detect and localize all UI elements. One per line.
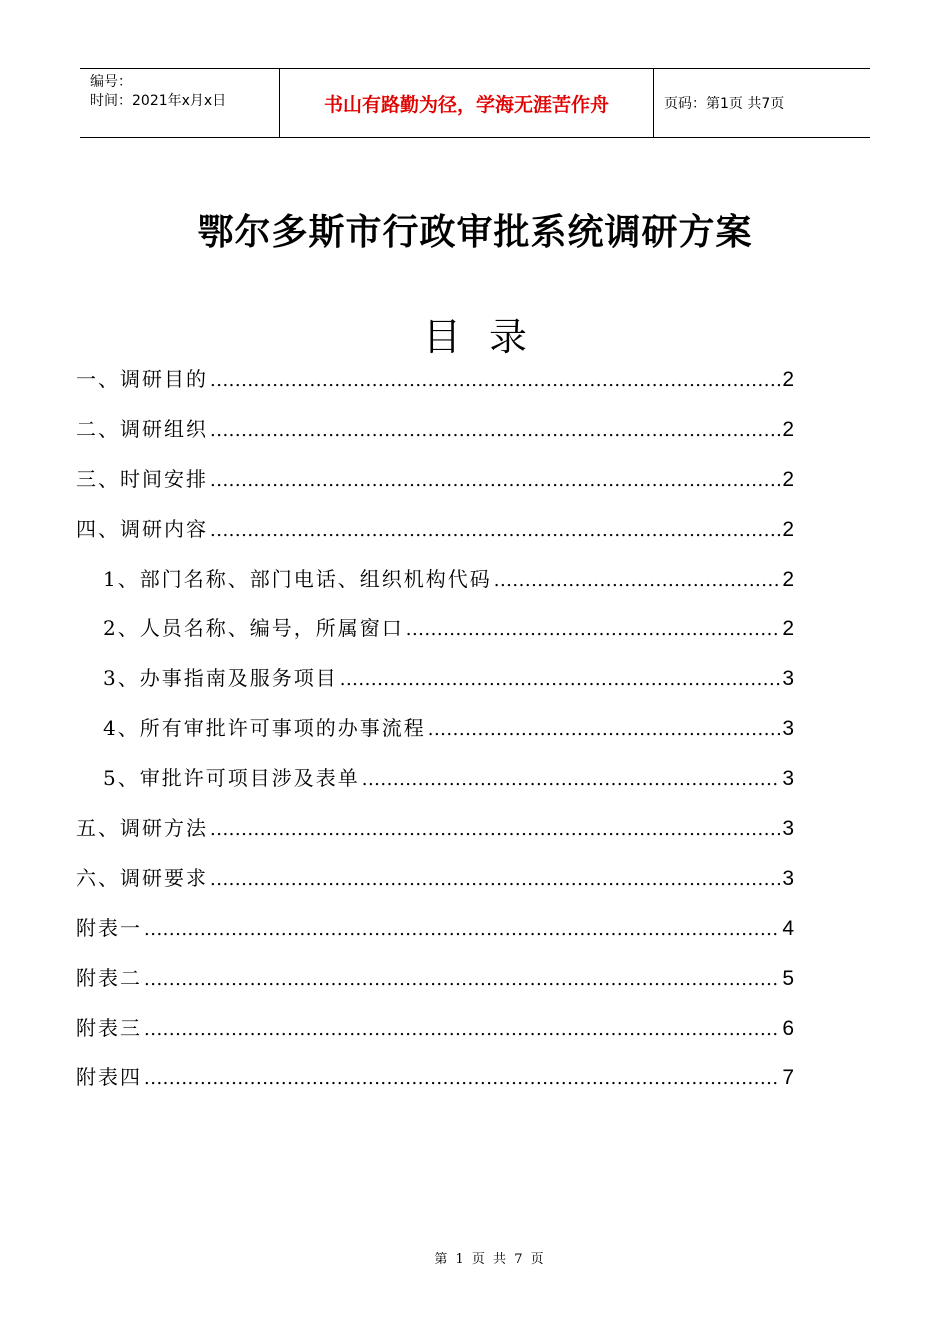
toc-entry[interactable] xyxy=(76,912,794,962)
toc-subentry[interactable] xyxy=(76,762,794,812)
toc-entry-label: 四、调研内容 xyxy=(76,516,208,541)
toc-entry-label: 附表四 xyxy=(76,1065,142,1090)
toc-leader-dots xyxy=(210,520,780,541)
toc-entry-page: 7 xyxy=(782,1066,794,1090)
toc-entry[interactable] xyxy=(76,413,794,463)
toc-entry-label: 六、调研要求 xyxy=(76,865,208,890)
toc-entry-page: 2 xyxy=(782,567,794,591)
toc-subentry[interactable] xyxy=(76,612,794,662)
toc-entry-label: 5、审批许可项目涉及表单 xyxy=(103,766,360,791)
time-label: 时间：2021年x月x日 xyxy=(90,93,227,109)
toc-entry-label: 4、所有审批许可事项的办事流程 xyxy=(103,716,426,741)
document-title: 鄂尔多斯市行政审批系统调研方案 xyxy=(197,212,753,253)
toc-subentry[interactable] xyxy=(76,563,794,613)
toc-entry-page: 4 xyxy=(782,916,794,940)
toc-entry-label: 三、时间安排 xyxy=(76,466,208,491)
toc-entry-page: 3 xyxy=(782,817,794,841)
toc-leader-dots xyxy=(144,969,780,990)
number-label: 编号： xyxy=(90,74,132,90)
toc-entry-page: 2 xyxy=(782,517,794,541)
toc-entry-page: 2 xyxy=(782,368,794,391)
toc-title: 目录 xyxy=(422,315,555,359)
toc-entry-label: 3、办事指南及服务项目 xyxy=(103,666,338,691)
header-motto: 书山有路勤为径，学海无涯苦作舟 xyxy=(280,69,654,137)
toc-entry-label: 五、调研方法 xyxy=(76,816,208,841)
toc-leader-dots xyxy=(210,370,780,391)
toc-entry-label: 二、调研组织 xyxy=(76,416,208,441)
toc-entry-page: 3 xyxy=(782,767,794,791)
toc-entry-label: 附表二 xyxy=(76,965,142,990)
toc-leader-dots xyxy=(210,470,780,491)
page-footer: 第 1 页 共 7 页 xyxy=(434,1252,546,1267)
toc-leader-dots xyxy=(210,869,780,890)
toc-entry[interactable] xyxy=(76,463,794,513)
toc-entry-page: 3 xyxy=(782,667,794,691)
toc-entry[interactable] xyxy=(76,513,794,563)
toc-leader-dots xyxy=(340,669,781,690)
toc-entry[interactable] xyxy=(76,363,794,413)
toc-entry-page: 5 xyxy=(782,966,794,990)
toc-leader-dots xyxy=(144,1068,780,1089)
toc-entry-label: 附表三 xyxy=(76,1015,142,1040)
toc-leader-dots xyxy=(406,619,781,640)
toc-entry[interactable] xyxy=(76,862,794,912)
toc-entry-page: 6 xyxy=(782,1016,794,1040)
header-page-info: 页码：第1页 共7页 xyxy=(664,96,785,112)
toc-entry-label: 2、人员名称、编号，所属窗口 xyxy=(103,616,404,641)
toc-entry-label: 一、调研目的 xyxy=(76,367,208,391)
toc-subentry[interactable] xyxy=(76,712,794,762)
toc-entry-page: 3 xyxy=(782,717,794,741)
toc-subentry[interactable] xyxy=(76,662,794,712)
toc-entry[interactable] xyxy=(76,962,794,1012)
toc-leader-dots xyxy=(144,1019,780,1040)
toc-entry-page: 2 xyxy=(782,417,794,441)
toc-leader-dots xyxy=(428,719,781,740)
toc-entry-page: 2 xyxy=(782,617,794,641)
toc-entry[interactable] xyxy=(76,1012,794,1062)
toc-leader-dots xyxy=(494,570,781,591)
table-of-contents xyxy=(76,363,794,1111)
toc-entry-label: 附表一 xyxy=(76,915,142,940)
toc-leader-dots xyxy=(144,919,780,940)
toc-entry[interactable] xyxy=(76,812,794,862)
toc-entry-page: 3 xyxy=(782,866,794,890)
toc-leader-dots xyxy=(210,819,780,840)
toc-entry-label: 1、部门名称、部门电话、组织机构代码 xyxy=(103,566,492,591)
toc-leader-dots xyxy=(210,420,780,441)
toc-entry[interactable] xyxy=(76,1061,794,1111)
toc-leader-dots xyxy=(362,769,781,790)
document-header xyxy=(80,68,870,138)
header-meta-cell xyxy=(80,69,280,137)
toc-entry-page: 2 xyxy=(782,467,794,491)
